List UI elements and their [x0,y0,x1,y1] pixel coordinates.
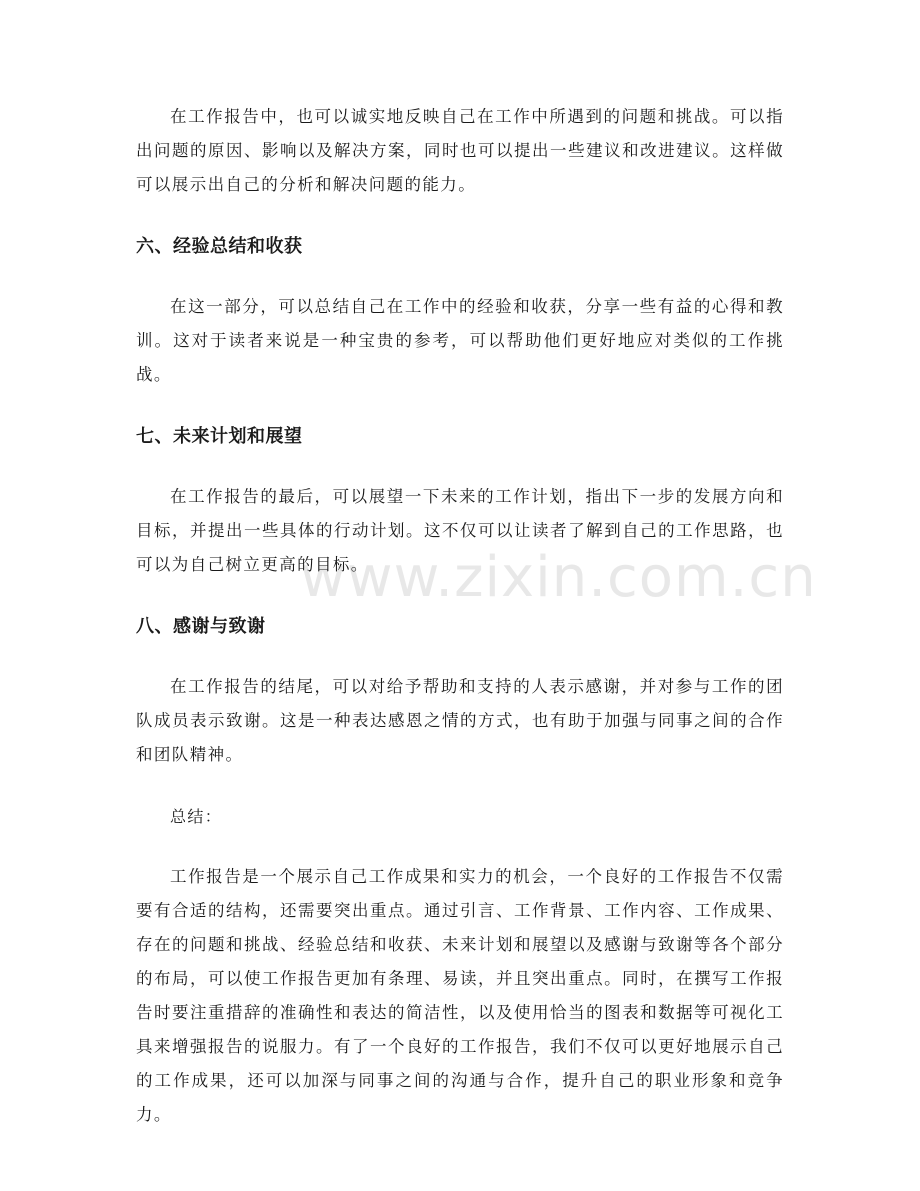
summary-label: 总结： [170,807,223,826]
paragraph-thanks: 在工作报告的结尾，可以对给予帮助和支持的人表示感谢，并对参与工作的团队成员表示致谢。这是一种表达感恩之情的方式，也有助于加强与同事之间的合作和团队精神。 [136,677,784,764]
paragraph-problems: 在工作报告中，也可以诚实地反映自己在工作中所遇到的问题和挑战。可以指出问题的原因、影响以及解决方案，同时也可以提出一些建议和改进建议。这样做可以展示出自己的分析和解决问题的能力。 [136,107,784,194]
paragraph-experience: 在这一部分，可以总结自己在工作中的经验和收获，分享一些有益的心得和教训。这对于读者来说是一种宝贵的参考，可以帮助他们更好地应对类似的工作挑战。 [136,297,784,384]
watermark-text: www.zixin.com.cn [300,545,817,610]
paragraph-future: 在工作报告的最后，可以展望一下未来的工作计划，指出下一步的发展方向和目标，并提出一些具体的行动计划。这不仅可以让读者了解到自己的工作思路，也可以为自己树立更高的目标。 [136,487,784,574]
section-heading-future: 七、未来计划和展望 [136,426,303,447]
section-heading-thanks: 八、感谢与致谢 [136,616,266,637]
paragraph-summary: 工作报告是一个展示自己工作成果和实力的机会，一个良好的工作报告不仅需要有合适的结构，还需要突出重点。通过引言、工作背景、工作内容、工作成果、存在的问题和挑战、经验总结和收获、未来计划和展望以及感谢与致谢等各个部分的布局，可以使工作报告更加有条理、易读，并且突出重点。同时，在撰写工作报告时要注重措辞的准确性和表达的简洁性，以及使用恰当的图表和数据等可视化工具来增强报告的说服力。有了一个良好的工作报告，我们不仅可以更好地展示自己的工作成果，还可以加深与同事之间的沟通与合作，提升自己的职业形象和竞争力。 [136,867,784,1124]
document-body [136,100,784,1162]
section-heading-experience: 六、经验总结和收获 [136,236,303,257]
